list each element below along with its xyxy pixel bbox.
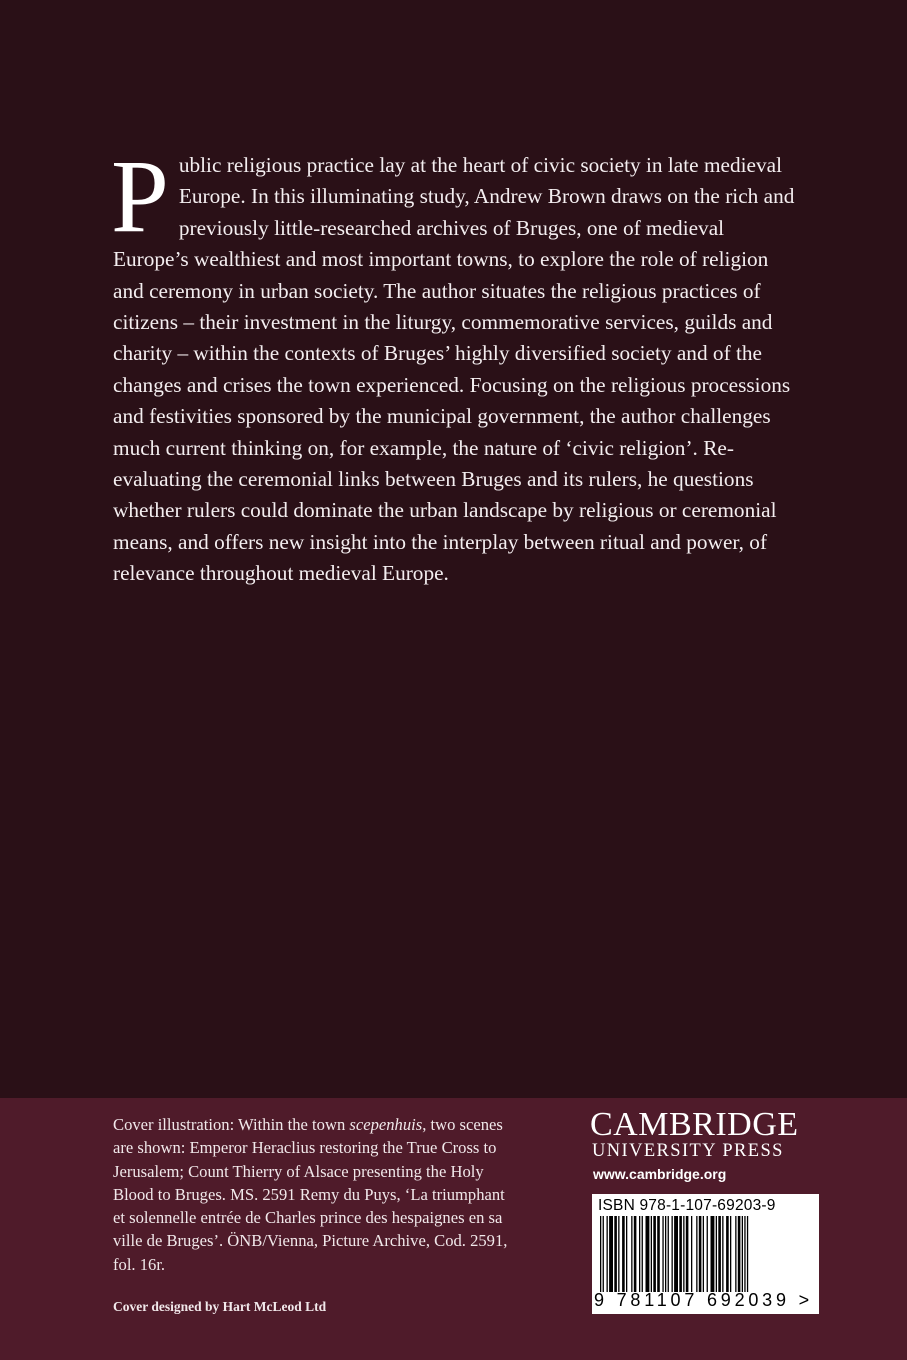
blurb-paragraph bbox=[111, 139, 803, 590]
cover-designer-credit: Cover designed by Hart McLeod Ltd bbox=[113, 1299, 327, 1314]
barcode-digits: 9 781107 692039 > bbox=[594, 1290, 813, 1310]
drop-cap: P bbox=[111, 139, 169, 254]
barcode-bar-3 bbox=[609, 1216, 613, 1292]
barcode-bar-20 bbox=[674, 1216, 678, 1292]
barcode-bar-35 bbox=[735, 1216, 736, 1292]
barcode-bar-31 bbox=[718, 1216, 721, 1292]
barcode-bar-22 bbox=[683, 1216, 684, 1292]
credit-prefix: Cover illustration: Within the town bbox=[113, 1115, 350, 1134]
barcode-bar-25 bbox=[696, 1216, 697, 1292]
barcode-bar-13 bbox=[651, 1216, 652, 1292]
barcode-bar-14 bbox=[653, 1216, 656, 1292]
barcode-panel bbox=[592, 1194, 819, 1314]
barcode-bar-34 bbox=[730, 1216, 731, 1292]
barcode-bar-16 bbox=[662, 1216, 663, 1292]
barcode-bar-9 bbox=[634, 1216, 637, 1292]
barcode-bar-28 bbox=[707, 1216, 708, 1292]
barcode-bar-12 bbox=[646, 1216, 650, 1292]
barcode-bar-2 bbox=[607, 1216, 608, 1292]
barcode-bar-36 bbox=[738, 1216, 741, 1292]
barcode-bar-23 bbox=[686, 1216, 689, 1292]
barcode-bar-32 bbox=[722, 1216, 723, 1292]
credit-suffix: , two scenes are shown: Emperor Heraclius restoring the True Cross to Jerusalem; Count Thierry of Alsace presenting the Holy Blood to Bruges. MS. 2591 Remy du Puys, ‘La triumphant et solennelle entrée de Charles prince des hespaignes en sa ville de Bruges’. ÖNB/Vienna, Picture Archive, Cod. 2591, fol. 16r. bbox=[113, 1115, 508, 1274]
publisher-logo-name: CAMBRIDGE bbox=[590, 1106, 799, 1143]
barcode-bar-6 bbox=[622, 1216, 625, 1292]
barcode-bar-37 bbox=[742, 1216, 743, 1292]
cover-illustration-credit bbox=[113, 1113, 513, 1276]
barcode-bar-26 bbox=[699, 1216, 702, 1292]
barcode-bar-17 bbox=[665, 1216, 666, 1292]
publisher-logo-subname: UNIVERSITY PRESS bbox=[592, 1141, 784, 1161]
barcode-bar-27 bbox=[703, 1216, 704, 1292]
barcode-bar-10 bbox=[639, 1216, 640, 1292]
barcode-bar-8 bbox=[631, 1216, 632, 1292]
isbn-label: ISBN 978-1-107-69203-9 bbox=[598, 1197, 776, 1214]
barcode-bar-15 bbox=[657, 1216, 660, 1292]
barcode-bar-39 bbox=[747, 1216, 748, 1292]
barcode-bar-24 bbox=[691, 1216, 692, 1292]
barcode-bar-11 bbox=[642, 1216, 643, 1292]
barcode-bar-19 bbox=[672, 1216, 673, 1292]
barcode-bar-1 bbox=[603, 1216, 604, 1292]
barcode-bar-4 bbox=[614, 1216, 617, 1292]
barcode-bar-21 bbox=[679, 1216, 682, 1292]
barcode-bar-5 bbox=[618, 1216, 619, 1292]
barcode-bar-7 bbox=[626, 1216, 627, 1292]
publisher-url: www.cambridge.org bbox=[593, 1166, 727, 1182]
barcode-bar-18 bbox=[668, 1216, 669, 1292]
credit-italic: scepenhuis bbox=[349, 1115, 423, 1134]
barcode-bar-33 bbox=[726, 1216, 729, 1292]
barcode-bar-29 bbox=[711, 1216, 715, 1292]
blurb-text: ublic religious practice lay at the heart of civic society in late medieval Europe. In this illuminating study, Andrew Brown draws on the rich and previously little-researched archives of Bruges, one of medieval Europe’s wealthiest and most important towns, to explore the role of religion and ceremony in urban society. The author situates the religious practices of citizens – their investment in the liturgy, commemorative services, guilds and charity – within the contexts of Bruges’ highly diversified society and of the changes and crises the town experienced. Focusing on the religious processions and festivities sponsored by the municipal government, the author challenges much current thinking on, for example, the nature of ‘civic religion’. Re-evaluating the ceremonial links between Bruges and its rulers, he questions whether rulers could dominate the urban landscape by religious or ceremonial means, and offers new insight into the interplay between ritual and power, of relevance throughout medieval Europe. bbox=[113, 153, 795, 586]
barcode-bar-30 bbox=[716, 1216, 717, 1292]
barcode-bar-0 bbox=[600, 1216, 601, 1292]
barcode-bars bbox=[598, 1216, 813, 1292]
barcode-bar-38 bbox=[744, 1216, 745, 1292]
